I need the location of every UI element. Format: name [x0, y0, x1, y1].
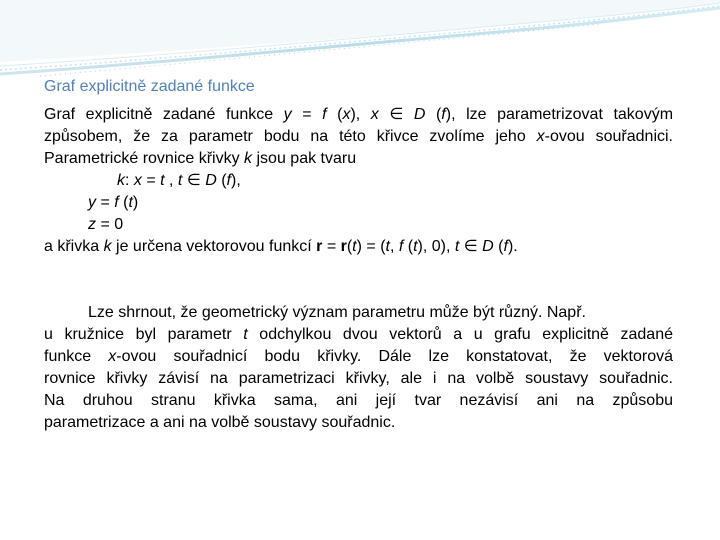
slide-title: Graf explicitně zadané funkce: [44, 78, 255, 95]
equation-x: k: x = t , t ∈ D (f),: [117, 172, 241, 189]
p1-line-3: Parametrické rovnice křivky k jsou pak tvaru: [44, 150, 357, 167]
paragraph-parametrization: [44, 104, 673, 258]
paragraph-summary: [44, 302, 673, 434]
equation-z: z = 0: [88, 216, 124, 233]
p2-line-2: u kružnice byl parametr t odchylkou dvou vektorů a u grafu explicitně zadané: [44, 326, 674, 343]
p1-line-vector-function: a křivka k je určena vektorovou funkcí r = r(t) = (t, f (t), 0), t ∈ D (f).: [44, 238, 518, 255]
p2-line-1: Lze shrnout, že geometrický význam parametru může být různý. Např.: [88, 304, 586, 321]
p1-line-2: způsobem, že za parametr bodu na této křivce zvolíme jeho x-ovou souřadnici.: [44, 128, 674, 145]
equation-y: y = f (t): [88, 194, 139, 211]
p2-line-5: Na druhou stranu křivka sama, ani její tvar nezávisí ani na způsobu: [44, 392, 673, 409]
p2-line-6: parametrizace a ani na volbě soustavy souřadnic.: [44, 414, 396, 431]
p2-line-3: funkce x-ovou souřadnicí bodu křivky. Dále lze konstatovat, že vektorová: [44, 348, 673, 365]
p1-line-1: Graf explicitně zadané funkce y = f (x), x ∈ D (f), lze parametrizovat takovým: [44, 106, 674, 123]
p2-line-4: rovnice křivky závisí na parametrizaci křivky, ale i na volbě soustavy souřadnic.: [44, 370, 673, 387]
decorative-header-swoosh: [0, 0, 720, 80]
